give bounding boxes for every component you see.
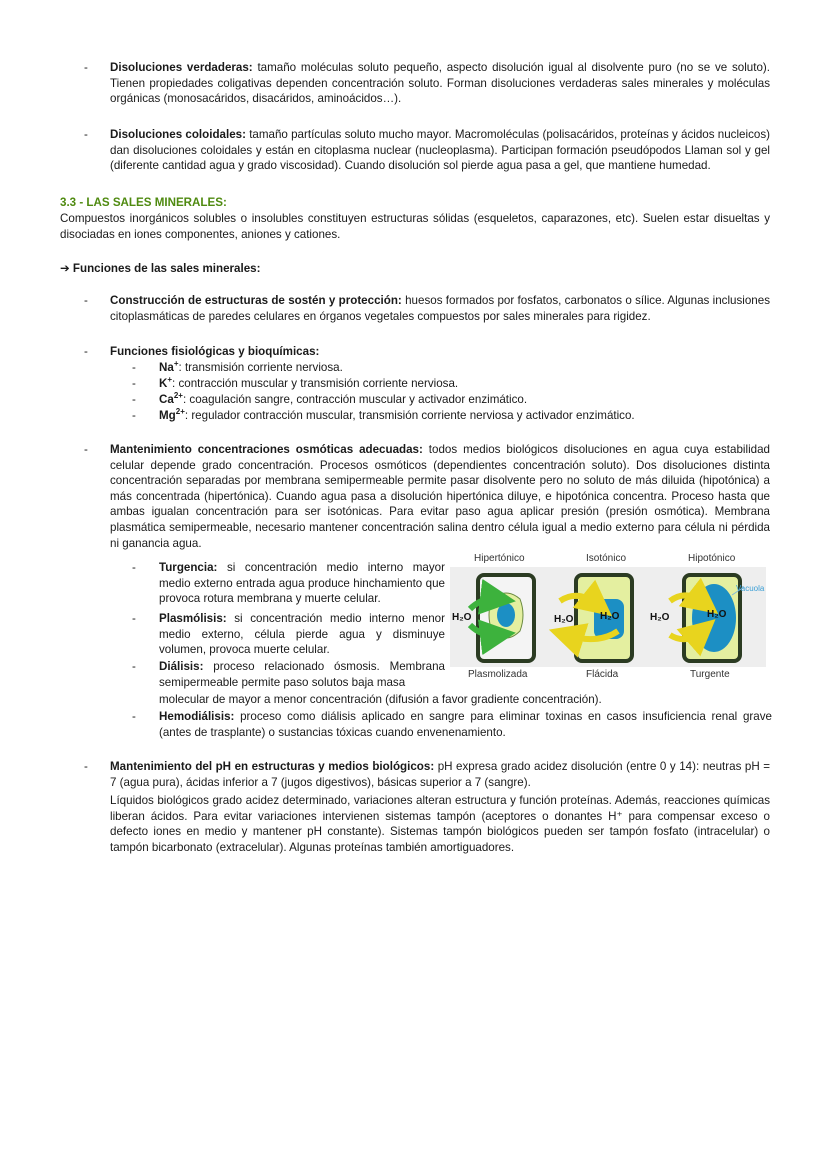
ion-description: : transmisión corriente nerviosa.: [178, 361, 343, 374]
text-ph-2: Líquidos biológicos grado acidez determinado, variaciones alteran estructura y función proteínas. Además, reacciones químicas liberan ácidos. Para evitar variaciones intervienen sistemas tampón (aceptores o donantes H⁺ para compensar exceso o defecto iones en medio y mantener pH constante). Sistemas tampón biológicos pueden ser tampón fosfato (intracelular) o tampón bicarbonato (extracelular). Algunas proteínas también amortiguadores.: [110, 794, 770, 854]
bullet-dash: -: [132, 409, 136, 422]
osmosis-figure: [448, 549, 768, 679]
ion-description: : coagulación sangre, contracción muscular y activador enzimático.: [182, 393, 528, 406]
section-intro: Compuestos inorgánicos solubles o insolubles constituyen estructuras sólidas (esqueletos, caparazones, etc). Suelen estar disueltas y disociadas en iones componentes, aniones y cationes.: [60, 212, 770, 241]
text-plasmolisis: si concentración medio interno menor medio externo, célula pierde agua y disminuye volumen, provoca muerte celular.: [159, 612, 445, 657]
bullet-dash: -: [132, 710, 136, 723]
vacuole: [497, 603, 515, 627]
vacuola-label: Vacuola: [736, 584, 765, 593]
bullet-dash: -: [84, 294, 88, 307]
bullet-dash: -: [132, 377, 136, 390]
ion-symbol: Na: [159, 361, 174, 374]
bullet-dash: -: [84, 128, 88, 141]
ion-charge: 2+: [175, 407, 185, 417]
text-osmoticas: todos medios biológicos disoluciones en agua cuya estabilidad celular depende grado concentración. Procesos osmóticos (dependientes concentración soluto). Dos disoluciones distinta concentración separadas por membrana semipermeable permite pasar disolvente pero no soluto de más diluida (hipotónica) a más concentrada (hipertónica). Cuando agua pasa a disolución hipertónica diluye, e hipotónica concentra. Proceso hasta que ambas igualan concentración para ser isotónicas. Para evitar paso agua aplicar presión (presión osmótica). Membrana plasmática semipermeable, necesario mantener concentración salina dentro célula igual a medio externo para célula ni pérdida ni ganancia agua.: [110, 443, 770, 550]
bullet-dash: -: [132, 393, 136, 406]
bullet-dash: -: [84, 345, 88, 358]
ion-charge: 2+: [173, 391, 183, 401]
term-construccion: Construcción de estructuras de sostén y protección:: [110, 294, 402, 307]
bullet-dash: -: [84, 760, 88, 773]
ion-item-k: [132, 376, 772, 392]
term-osmoticas: Mantenimiento concentraciones osmóticas adecuadas:: [110, 443, 423, 456]
section-heading: 3.3 - LAS SALES MINERALES:: [60, 196, 227, 209]
label-plasmolizada: Plasmolizada: [468, 669, 528, 680]
h2o-label: H₂O: [707, 609, 727, 620]
ion-item-ca: [132, 392, 772, 408]
funciones-heading: ➔ Funciones de las sales minerales:: [60, 262, 261, 275]
label-flacida: Flácida: [586, 669, 619, 680]
bullet-disoluciones-verdaderas: [84, 60, 770, 107]
term-plasmolisis: Plasmólisis:: [159, 612, 227, 625]
text-disoluciones-coloidales: tamaño partículas soluto mucho mayor. Macromoléculas (polisacáridos, proteínas y ácidos nucleicos) dan disoluciones coloidales y están en citoplasma nuclear (nucleoplasma). Participan formación pseudópodos Llaman sol y gel (diferente cantidad agua y grado viscosidad). Cuando disolución sol pierde agua pasa a gel, que mantiene humedad.: [110, 128, 770, 173]
bullet-ph: [84, 759, 770, 790]
item-dialisis: [132, 659, 445, 690]
bullet-dash: -: [84, 61, 88, 74]
text-construccion: huesos formados por fosfatos, carbonatos o sílice. Algunas inclusiones citoplasmáticas de paredes celulares en órganos vegetales compuestos por sales minerales para rigidez.: [110, 294, 770, 323]
term-turgencia: Turgencia:: [159, 561, 218, 574]
term-ph: Mantenimiento del pH en estructuras y medios biológicos:: [110, 760, 435, 773]
h2o-label: H₂O: [600, 611, 620, 622]
text-turgencia: si concentración medio interno mayor medio externo entrada agua produce hinchamiento que provoca rotura membrana y muerte celular.: [159, 561, 445, 606]
item-plasmolisis: [132, 611, 445, 658]
text-dialisis-a: proceso relacionado ósmosis. Membrana semipermeable permite paso solutos baja masa: [159, 660, 445, 689]
term-hemodialisis: Hemodiálisis:: [159, 710, 235, 723]
bullet-dash: -: [84, 443, 88, 456]
ion-description: : contracción muscular y transmisión corriente nerviosa.: [172, 377, 459, 390]
label-hipotonico: Hipotónico: [688, 553, 736, 564]
bullet-construccion: [84, 293, 770, 324]
bullet-dash: -: [132, 660, 136, 673]
bullet-fisiologicas: [84, 344, 770, 360]
ion-symbol: K: [159, 377, 168, 390]
term-disoluciones-coloidales: Disoluciones coloidales:: [110, 128, 246, 141]
term-disoluciones-verdaderas: Disoluciones verdaderas:: [110, 61, 253, 74]
bullet-disoluciones-coloidales: [84, 127, 770, 174]
text-hemodialisis: proceso como diálisis aplicado en sangre para eliminar toxinas en casos insuficiencia renal grave (antes de trasplante) o sustancias tóxicas cuando envenenamiento.: [159, 710, 772, 739]
bullet-dash: -: [132, 361, 136, 374]
h2o-label: H₂O: [650, 612, 670, 623]
bullet-dash: -: [132, 561, 136, 574]
text-ph: pH expresa grado acidez disolución (entre 0 y 14): neutras pH = 7 (agua pura), ácidas inferior a 7 (jugos digestivos), básicas superior a 7 (sangre).: [110, 760, 770, 789]
label-turgente: Turgente: [690, 669, 730, 680]
text-dialisis-b: molecular de mayor a menor concentración (difusión a favor gradiente concentración).: [159, 693, 602, 706]
term-dialisis: Diálisis:: [159, 660, 204, 673]
text-disoluciones-verdaderas: tamaño moléculas soluto pequeño, aspecto disolución igual al disolvente puro (no se ve soluto). Tienen propiedades coligativas dependen concentración soluto. Forman disoluciones verdaderas sales minerales y moléculas orgánicas (monosacáridos, disacáridos, aminoácidos…).: [110, 61, 770, 106]
ion-symbol: Ca: [159, 393, 174, 406]
ion-description: : regulador contracción muscular, transmisión corriente nerviosa y activador enzimático.: [184, 409, 635, 422]
label-hipertonico: Hipertónico: [474, 553, 525, 564]
bullet-dash: -: [132, 612, 136, 625]
h2o-label: H₂O: [452, 612, 472, 623]
ion-charge: +: [167, 375, 173, 385]
bullet-osmoticas: [84, 442, 770, 551]
ion-symbol: Mg: [159, 409, 176, 422]
ion-item-mg: [132, 408, 772, 424]
term-fisiologicas: Funciones fisiológicas y bioquímicas:: [110, 345, 320, 358]
ion-item-na: [132, 360, 772, 376]
item-hemodialisis: [132, 709, 772, 740]
label-isotonico: Isotónico: [586, 553, 627, 564]
cell-plasmolizada: [470, 575, 534, 661]
h2o-label: H₂O: [554, 614, 574, 625]
item-turgencia: [132, 560, 445, 607]
ion-charge: +: [173, 359, 179, 369]
